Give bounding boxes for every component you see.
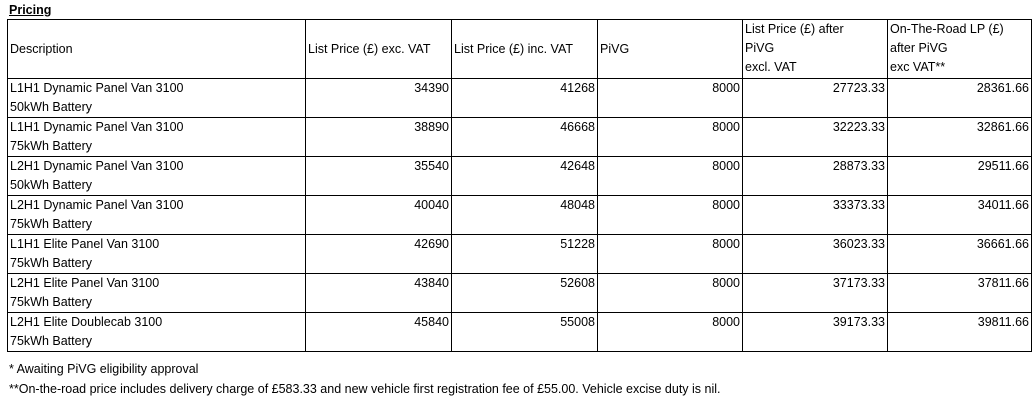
- on-the-road-price-cell: 28361.66: [888, 79, 1032, 118]
- table-row: [8, 274, 1032, 313]
- description-battery: 75kWh Battery: [10, 217, 92, 231]
- table-header: [8, 20, 1032, 79]
- description-model: L1H1 Dynamic Panel Van 3100: [10, 120, 184, 134]
- on-the-road-price-cell: 32861.66: [888, 118, 1032, 157]
- on-the-road-price-cell: 37811.66: [888, 274, 1032, 313]
- description-battery: 50kWh Battery: [10, 100, 92, 114]
- footnote-on-the-road-price: **On-the-road price includes delivery charge of £583.33 and new vehicle first registration fee of £55.00. Vehicle excise duty is nil.: [9, 382, 721, 396]
- pivg-cell: 8000: [598, 313, 743, 352]
- list-price-exc-vat-cell: 35540: [306, 157, 452, 196]
- list-price-inc-vat-cell: 41268: [452, 79, 598, 118]
- description-battery: 50kWh Battery: [10, 178, 92, 192]
- pivg-cell: 8000: [598, 118, 743, 157]
- list-price-inc-vat-cell: 48048: [452, 196, 598, 235]
- description-model: L2H1 Dynamic Panel Van 3100: [10, 198, 184, 212]
- on-the-road-price-cell: 34011.66: [888, 196, 1032, 235]
- header-list-price-exc-vat: List Price (£) exc. VAT: [306, 20, 452, 79]
- description-cell: [8, 274, 306, 313]
- description-cell: [8, 79, 306, 118]
- description-model: L2H1 Elite Doublecab 3100: [10, 315, 163, 329]
- list-price-after-pivg-cell: 33373.33: [743, 196, 888, 235]
- pivg-cell: 8000: [598, 235, 743, 274]
- list-price-inc-vat-cell: 55008: [452, 313, 598, 352]
- page-title: Pricing: [9, 3, 52, 17]
- list-price-after-pivg-cell: 39173.33: [743, 313, 888, 352]
- description-cell: [8, 196, 306, 235]
- description-model: L1H1 Elite Panel Van 3100: [10, 237, 160, 251]
- description-battery: 75kWh Battery: [10, 256, 92, 270]
- table-row: [8, 118, 1032, 157]
- table-row: [8, 196, 1032, 235]
- description-model: L2H1 Elite Panel Van 3100: [10, 276, 160, 290]
- header-description: Description: [8, 20, 306, 79]
- footnote-pivg-approval: * Awaiting PiVG eligibility approval: [9, 362, 199, 376]
- pivg-cell: 8000: [598, 157, 743, 196]
- header-on-the-road-price-line1: On-The-Road LP (£): [890, 22, 1004, 36]
- list-price-inc-vat-cell: 52608: [452, 274, 598, 313]
- pivg-cell: 8000: [598, 274, 743, 313]
- on-the-road-price-cell: 36661.66: [888, 235, 1032, 274]
- list-price-after-pivg-cell: 32223.33: [743, 118, 888, 157]
- list-price-after-pivg-cell: 36023.33: [743, 235, 888, 274]
- on-the-road-price-cell: 29511.66: [888, 157, 1032, 196]
- table-row: [8, 79, 1032, 118]
- header-list-price-after-pivg-line3: excl. VAT: [745, 60, 797, 74]
- pivg-cell: 8000: [598, 196, 743, 235]
- on-the-road-price-cell: 39811.66: [888, 313, 1032, 352]
- description-cell: [8, 313, 306, 352]
- table-row: [8, 157, 1032, 196]
- header-list-price-inc-vat: List Price (£) inc. VAT: [452, 20, 598, 79]
- list-price-after-pivg-cell: 27723.33: [743, 79, 888, 118]
- header-list-price-after-pivg-line2: PiVG: [745, 41, 775, 55]
- list-price-after-pivg-cell: 37173.33: [743, 274, 888, 313]
- description-cell: [8, 118, 306, 157]
- header-row: [8, 20, 1032, 79]
- list-price-exc-vat-cell: 45840: [306, 313, 452, 352]
- table-row: [8, 313, 1032, 352]
- header-pivg: PiVG: [598, 20, 743, 79]
- list-price-after-pivg-cell: 28873.33: [743, 157, 888, 196]
- list-price-inc-vat-cell: 46668: [452, 118, 598, 157]
- list-price-inc-vat-cell: 42648: [452, 157, 598, 196]
- list-price-inc-vat-cell: 51228: [452, 235, 598, 274]
- list-price-exc-vat-cell: 42690: [306, 235, 452, 274]
- table-row: [8, 235, 1032, 274]
- header-on-the-road-price-line2: after PiVG: [890, 41, 948, 55]
- header-on-the-road-price-line3: exc VAT**: [890, 60, 946, 74]
- description-battery: 75kWh Battery: [10, 334, 92, 348]
- description-model: L2H1 Dynamic Panel Van 3100: [10, 159, 184, 173]
- description-cell: [8, 235, 306, 274]
- list-price-exc-vat-cell: 43840: [306, 274, 452, 313]
- header-list-price-after-pivg-line1: List Price (£) after: [745, 22, 844, 36]
- description-battery: 75kWh Battery: [10, 295, 92, 309]
- pivg-cell: 8000: [598, 79, 743, 118]
- header-list-price-after-pivg: [743, 20, 888, 79]
- header-on-the-road-price: [888, 20, 1032, 79]
- pricing-table: [7, 19, 1032, 352]
- description-model: L1H1 Dynamic Panel Van 3100: [10, 81, 184, 95]
- description-battery: 75kWh Battery: [10, 139, 92, 153]
- list-price-exc-vat-cell: 40040: [306, 196, 452, 235]
- table-body: [8, 79, 1032, 352]
- list-price-exc-vat-cell: 34390: [306, 79, 452, 118]
- list-price-exc-vat-cell: 38890: [306, 118, 452, 157]
- description-cell: [8, 157, 306, 196]
